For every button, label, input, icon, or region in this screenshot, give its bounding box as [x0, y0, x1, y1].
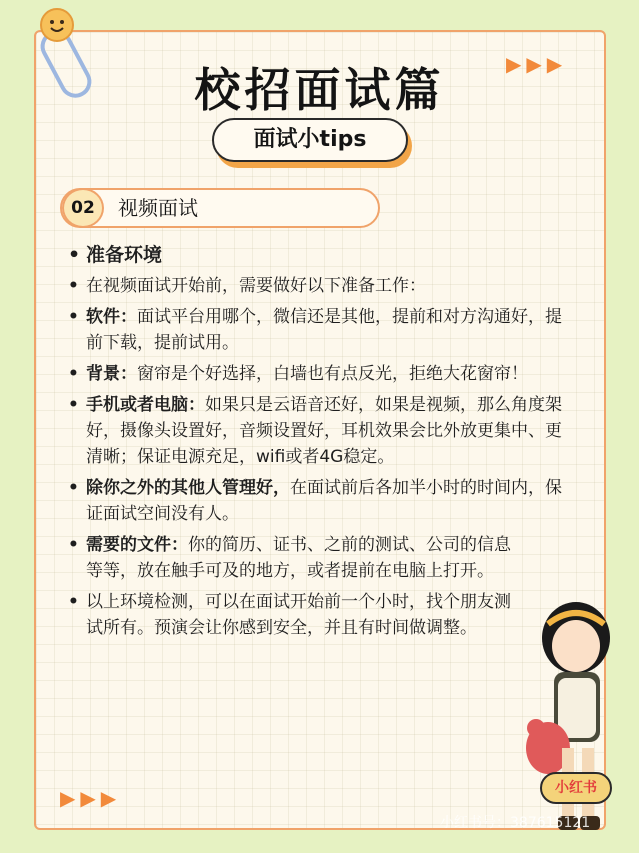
- watermark: 小红书号：387615121: [440, 815, 591, 831]
- list-item-label: 除你之外的其他人管理好，: [86, 478, 290, 498]
- list-item: [68, 589, 578, 641]
- list-item-text: 如果只是云语音还好，如果是视频，那么角度架好，摄像头设置好，音频设置好，耳机效果会比外放更集中、更清晰；保证电源充足，wifi或者4G稳定。: [86, 395, 562, 467]
- tips-list: [68, 242, 578, 646]
- list-item-text: 在面试前后各加半小时的时间内，保证面试空间没有人。: [86, 478, 562, 524]
- brand-badge: 小红书: [540, 772, 612, 804]
- arrow-icon: ▶▶▶: [60, 786, 122, 810]
- list-item-text: 在视频面试开始前，需要做好以下准备工作：: [86, 276, 426, 296]
- subtitle-pill: [212, 118, 412, 168]
- girl-illustration: [518, 598, 630, 848]
- list-item-label: 软件：: [86, 307, 137, 327]
- section-label: 视频面试: [118, 196, 198, 220]
- list-item: [68, 532, 578, 584]
- list-item: [68, 304, 578, 356]
- arrow-icon: ▶▶▶: [506, 52, 568, 76]
- list-item-label: 背景：: [86, 364, 137, 384]
- list-item: [68, 273, 578, 299]
- section-header: [60, 188, 380, 228]
- list-item-text: 窗帘是个好选择，白墙也有点反光，拒绝大花窗帘！: [137, 364, 528, 384]
- subtitle-text: 面试小tips: [212, 118, 408, 162]
- page-title: 校招面试篇: [194, 63, 445, 117]
- list-item-label: 需要的文件：: [86, 535, 188, 555]
- list-item-text: 你的简历、证书、之前的测试、公司的信息等等，放在触手可及的地方，或者提前在电脑上打开。: [86, 535, 511, 581]
- section-number: 02: [62, 188, 104, 228]
- list-item: [68, 475, 578, 527]
- list-item: [68, 361, 578, 387]
- list-item-text: 面试平台用哪个，微信还是其他，提前和对方沟通好，提前下载，提前试用。: [86, 307, 562, 353]
- list-item: [68, 242, 578, 268]
- list-item-text: 以上环境检测，可以在面试开始前一个小时，找个朋友测试所有。预演会让你感到安全，并且有时间做调整。: [86, 592, 511, 638]
- list-item: [68, 392, 578, 470]
- list-item-text: 准备环境: [86, 244, 163, 266]
- smiley-icon: [40, 8, 74, 42]
- list-item-label: 手机或者电脑：: [86, 395, 205, 415]
